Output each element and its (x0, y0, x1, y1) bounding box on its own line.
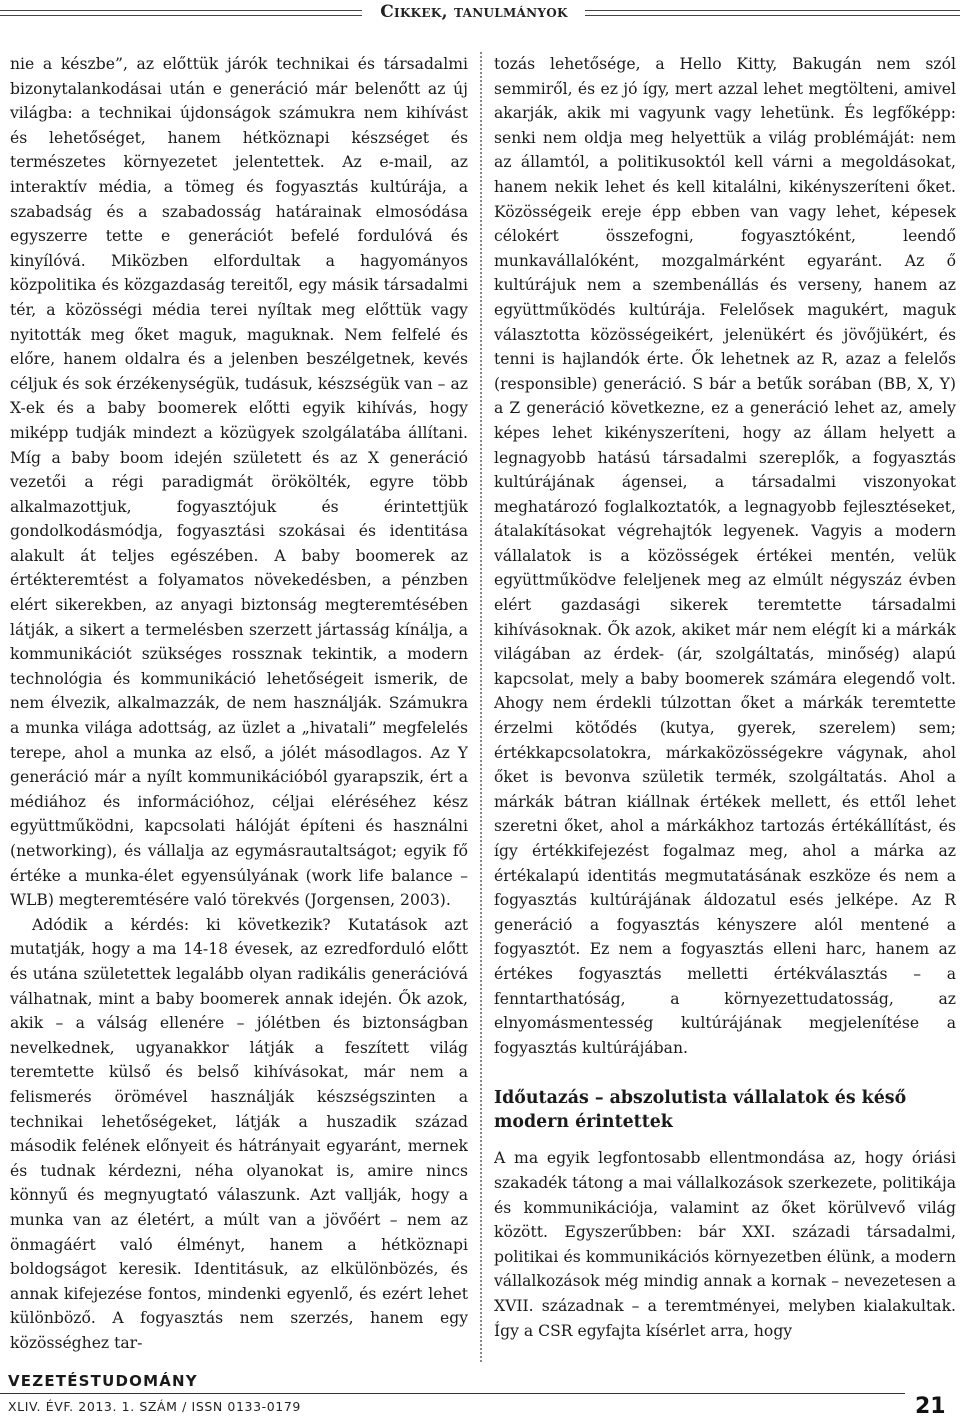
left-column (10, 52, 468, 1374)
header-rule-right (585, 10, 960, 16)
column-divider (480, 52, 482, 1362)
body-paragraph: tozás lehetősége, a Hello Kitty, Bakugán nem szól semmiről, és ez jó így, mert azzal lehet megtölteni, amivel akarják, akik mi vagyunk vagy lehetünk. És legfőképp: senki nem oldja meg helyettük a világ problémáját: nem az államtól, a politikusoktól kell várni a megoldásokat, hanem nekik lehet és kell kitalálni, kikényszeríteni őket. Közösségeik ereje épp ebben van vagy lehet, képesek célokért összefogni, fogyasztóként, leendő munkavállalóként, mozgalmárként egyaránt. Az ő kultúrájuk nem a szembenállás és verseny, hanem az együttműködés kultúrája. Felelősek magukért, maguk választotta közösségeikért, jelenükért és jövőjükért, és tenni is hajlandók érte. Ők lehetnek az R, azaz a felelős (responsible) generáció. S bár a betűk sorában (BB, X, Y) a Z generáció következne, ez a generáció lehet az, amely képes lehet kikényszeríteni, hogy az állam helyett a legnagyobb hatású társadalmi szereplők, a fogyasztás kultúrájának ágensei, a társadalmi viszonyokat meghatározó foglalkoztatók, a legnagyobb fejlesztéseket, átalakításokat végrehajtók legyenek. Vagyis a modern vállalatok is a közösségek értékei mentén, velük együttműködve feleljenek meg az elmúlt négyszáz évben elért gazdasági sikerek teremtette társadalmi kihívásoknak. Ők azok, akiket már nem elégít ki a márkák világában az érdek- (ár, szolgáltatás, minőség) alapú kapcsolat, mely a baby boomerek számára elegendő volt. Ahogy nem érdekli túlzottan őket a márkák teremtette érzelmi kötődés (kutya, gyerek, szerelem) sem; értékkapcsolatokra, márkaközösségekre vágynak, ahol őket is bevonva születik termék, szolgáltatás. Ahol a márkák bátran kiállnak értékek mellett, és ettől lehet szeretni őket, ahol a márkákhoz tartozás értékállítást, és így értékkifejezést fogalmaz meg, ahol a márka az értékalapú identitás megmutatásának eszköze és nem a fogyasztás kultúrájának áldozatul esés jelképe. Az R generáció a fogyasztás kényszere alól mentené a fogyasztót. Ez nem a fogyasztás elleni harc, hanem az értékes fogyasztás melletti értékválasztás – a fenntarthatóság, a környezettudatosság, az elnyomásmentesség kultúrájának megjelenítése a fogyasztás kultúrájában. (494, 55, 956, 1057)
section-heading: Időutazás – abszolutista vállalatok és késő modern érintettek (494, 1088, 907, 1133)
body-paragraph: nie a készbe”, az előttük járók technikai és társadalmi bizonytalankodásai után e generáció már belenőtt az új világba: a technikai újdonságok számukra nem kihívást és lehetőséget, hanem hétköznapi készséget és természetes környezetet jelentettek. Az e-mail, az interaktív média, a tömeg és fogyasztás kultúrája, a szabadság és a szabadosság határainak elmosódása egyszerre tette e generációt befelé fordulóvá és kinyílóvá. Miközben elfordultak a hagyományos közpolitika és közgazdaság tereitől, egy másik társadalmi tér, a közösségi média terei nyíltak meg előttük vagy nyitották meg őket maguk, maguknak. Nem felfelé és előre, hanem oldalra és a jelenben beszélgetnek, kevés céljuk és sok érzékenységük, tudásuk, készségük van – az X-ek és a baby boomerek előtti egyik kihívás, hogy miképp tudják mindezt a közügyek szolgálatába állítani. Míg a baby boom idején született és az X generáció vezetői a régi paradigmát örökölték, egyre több alkalmazottjuk, fogyasztójuk és érintettjük gondolkodásmódja, fogyasztási szokásai és identitása alakult át teljes egészében. A baby boomerek az értékteremtést a folyamatos növekedésben, a pénzben elért sikerekben, az anyagi biztonság megteremtésében látják, a sikert a termelésben szerzett jártasság kínálja, a kommunikációt szükséges rossznak tekintik, a modern technológia és kommunikáció lehetőségeit ismerik, de nem élvezik, alkalmazzák, de nem használják. Számukra a munka világa adottság, az üzlet a „hivatali” megfelelés terepe, ahol a munka az első, a jólét másodlagos. Az Y generáció már a nyílt kommunikációból gyarapszik, ért a médiához és információhoz, céljai eléréséhez kész együttműködni, kapcsolati hálóját építeni és használni (networking), és vállalja az egymásrautaltságot; egyik fő értéke a munka-élet egyensúlyának (work life balance – WLB) megteremtésére való törekvés (Jorgensen, 2003). (10, 55, 468, 910)
header-rule-left (0, 10, 362, 16)
body-paragraph: Adódik a kérdés: ki következik? Kutatások azt mutatják, hogy a ma 14-18 évesek, az ezredforduló előtt és utána születettek legalább olyan radikális generációvá válhatnak, mint a baby boomerek annak idején. Ők azok, akik – a válság ellenére – jólétben és biztonságban nevelkednek, ugyanakkor látják a feszített világ teremtette külső és belső kihívásokat, már nem a felismerés örömével használják készségszinten a technikai lehetőségeket, látják a huszadik század második felének előnyeit és hátrányait egyaránt, mernek és tudnak kérdezni, néha olyanokat is, amire nincs könnyű és megnyugtató válaszunk. Azt vallják, hogy a munka van az életért, a múlt van a jövőért – nem az önmagáért való élményt, hanem a hétköznapi boldogságot keresik. Identitásuk, az elkülönbözés, és annak kifejezése fontos, mindenki egyenlő, és ezért lehet különböző. A fogyasztás nem szerzés, hanem egy közösséghez tar- (10, 915, 468, 1352)
body-paragraph: A ma egyik legfontosabb ellentmondása az, hogy óriási szakadék tátong a mai vállalkozások szerkezete, politikája és kommunikációja, valamint az őket körülvevő világ között. Egyszerűbben: bár XXI. századi társadalmi, politikai és kommunikációs környezetben élünk, a modern vállalkozások még mindig annak a kornak – nevezetesen a XVII. századnak – a teremtményei, melyben kialakultak. Így a CSR egyfajta kísérlet arra, hogy (494, 1149, 956, 1340)
page-number: 21 (915, 1394, 946, 1419)
issue-line: XLIV. ÉVF. 2013. 1. SZÁM / ISSN 0133-0179 (8, 1399, 301, 1414)
section-title: Cikkek, tanulmányok (380, 2, 568, 22)
right-column (494, 52, 956, 1374)
footer-rule (0, 1393, 905, 1394)
journal-name: VEZETÉSTUDOMÁNY (8, 1372, 198, 1390)
running-header (0, 0, 960, 32)
